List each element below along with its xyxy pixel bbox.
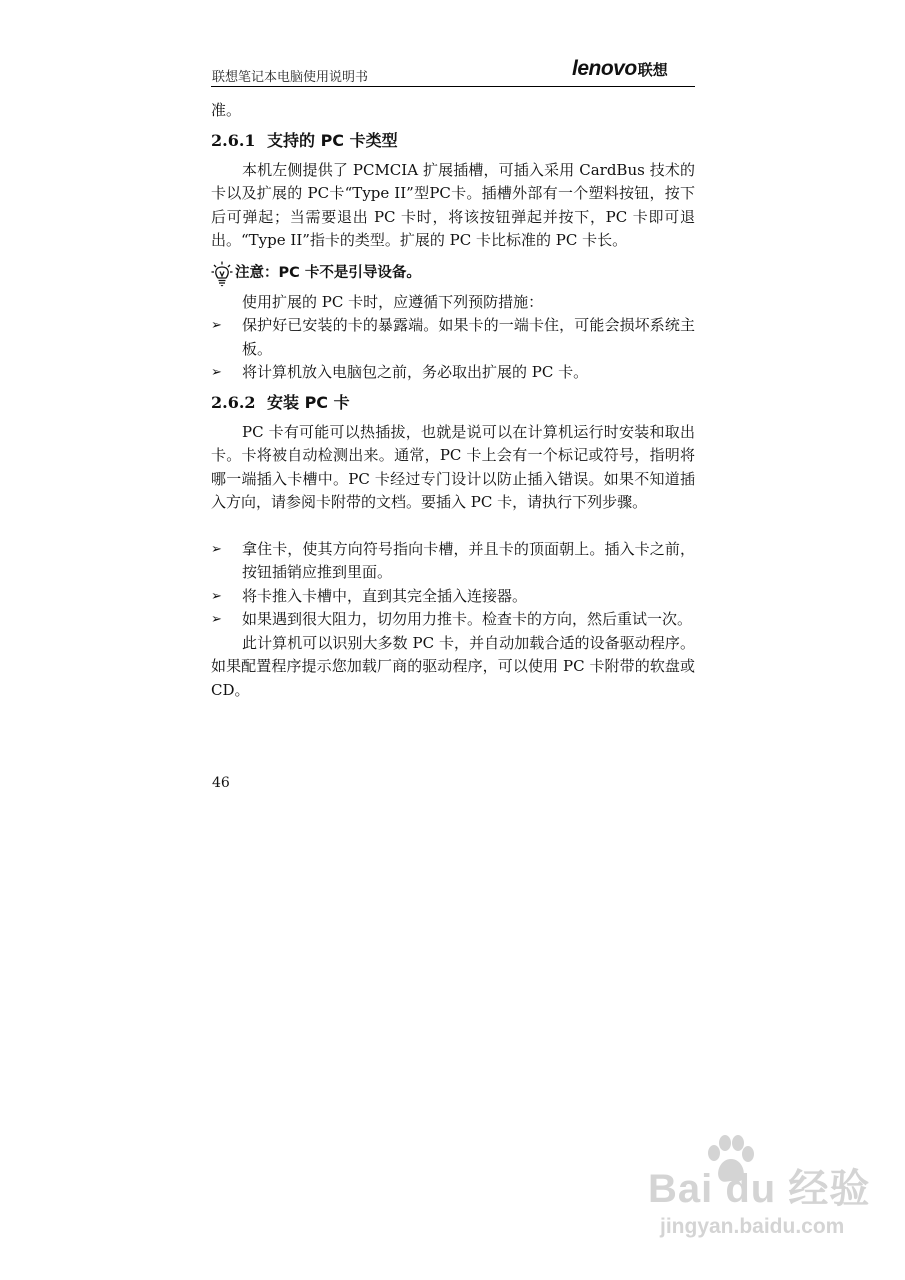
watermark-brand: Bai du 经验	[648, 1167, 871, 1211]
page-header-title: 联想笔记本电脑使用说明书	[212, 70, 369, 85]
note-callout	[211, 261, 695, 287]
logo-text-en: lenovo	[572, 57, 637, 80]
bullet-arrow-icon: ➢	[211, 541, 222, 557]
section-paragraph: 本机左侧提供了 PCMCIA 扩展插槽，可插入采用 CardBus 技术的卡以及扩展的 PC卡“Type II”型PC卡。插槽外部有一个塑料按钮，按下后可弹起；当需要退出 PC 卡时，将该按钮弹起并按下，PC 卡即可退出。“Type II”指卡的类型。扩展的 PC 卡比标准的 PC 卡长。	[211, 160, 695, 249]
list-item-text: 将计算机放入电脑包之前，务必取出扩展的 PC 卡。	[242, 363, 589, 381]
section-title: 安装 PC 卡	[267, 392, 350, 412]
lightbulb-icon	[211, 261, 233, 287]
bullet-arrow-icon: ➢	[211, 588, 222, 604]
section-heading-2-6-2	[211, 391, 695, 415]
section-number: 2.6.2	[211, 392, 256, 412]
list-item	[211, 608, 695, 632]
bullet-arrow-icon: ➢	[211, 318, 222, 333]
steps-list	[211, 538, 695, 632]
precaution-list	[211, 314, 695, 385]
bullet-arrow-icon: ➢	[211, 365, 222, 380]
watermark-url: jingyan.baidu.com	[660, 1215, 845, 1238]
list-item	[211, 585, 695, 609]
bullet-arrow-icon: ➢	[211, 612, 222, 627]
logo-text-cn: 联想	[637, 62, 668, 79]
intro-fragment: 准。	[211, 101, 242, 119]
header-divider	[211, 86, 695, 87]
page-content	[211, 99, 695, 702]
spacer	[211, 515, 695, 538]
section-heading-2-6-1	[211, 129, 695, 153]
baidu-jingyan-watermark	[640, 1135, 870, 1255]
list-item-text: 如果遇到很大阻力，切勿用力推卡。检查卡的方向，然后重试一次。	[242, 610, 693, 628]
note-intro: 使用扩展的 PC 卡时，应遵循下列预防措施：	[242, 292, 544, 311]
list-item	[211, 314, 695, 361]
list-item-text: 将卡推入卡槽中，直到其完全插入连接器。	[242, 586, 528, 605]
lenovo-logo	[572, 57, 668, 81]
section-paragraph: PC 卡有可能可以热插拔，也就是说可以在计算机运行时安装和取出卡。卡将被自动检测出来。通常，PC 卡上会有一个标记或符号，指明将哪一端插入卡槽中。PC 卡经过专门设计以防止插入错误。如果不知道插入方向，请参阅卡附带的文档。要插入 PC 卡，请执行下列步骤。	[211, 422, 695, 511]
list-item-text: 保护好已安装的卡的暴露端。如果卡的一端卡住，可能会损坏系统主板。	[242, 316, 695, 358]
list-item	[211, 361, 695, 385]
note-text: 注意：PC 卡不是引导设备。	[235, 264, 421, 281]
list-item	[211, 538, 695, 585]
section-title: 支持的 PC 卡类型	[267, 130, 398, 150]
closing-paragraph: 此计算机可以识别大多数 PC 卡，并自动加载合适的设备驱动程序。如果配置程序提示您加载厂商的驱动程序，可以使用 PC 卡附带的软盘或 CD。	[211, 633, 695, 699]
list-item-text: 拿住卡，使其方向符号指向卡槽，并且卡的顶面朝上。插入卡之前，按钮插销应推到里面。	[242, 539, 695, 581]
section-number: 2.6.1	[211, 130, 256, 150]
page-number: 46	[212, 775, 230, 791]
